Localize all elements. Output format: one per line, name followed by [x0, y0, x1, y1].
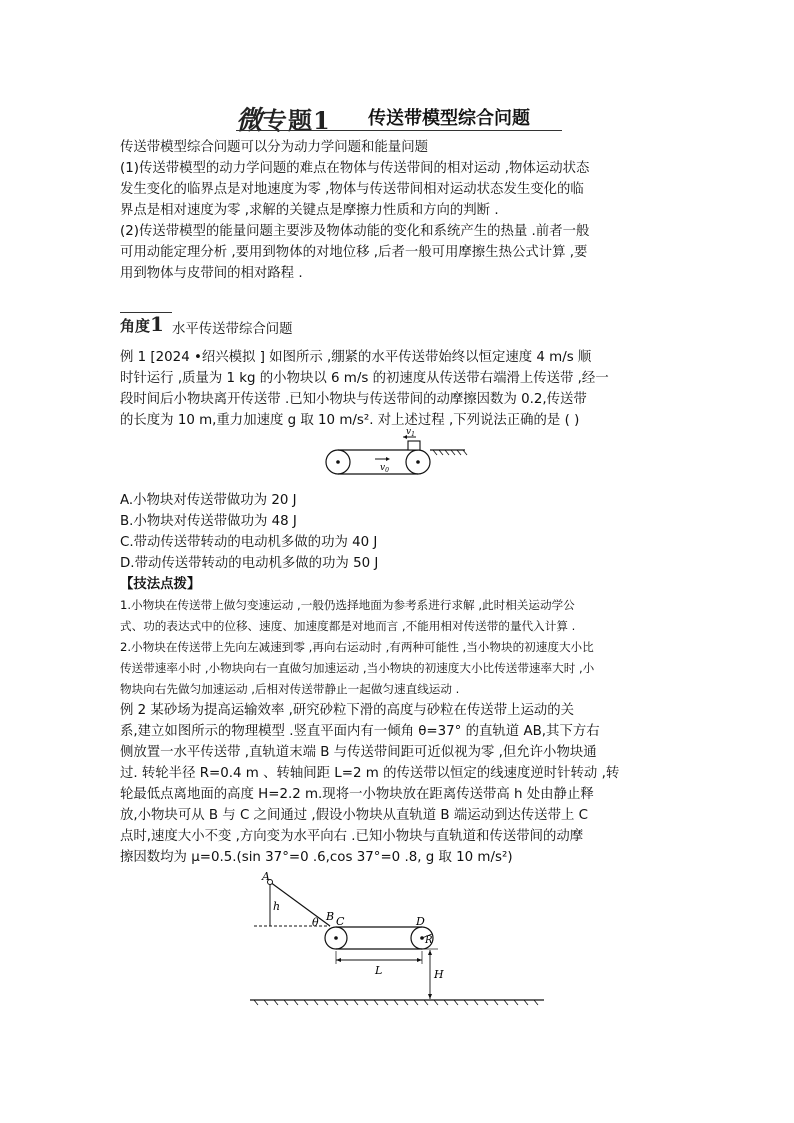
- label-r: R: [425, 935, 433, 946]
- example2-line: 点时,速度大小不变 ,方向变为水平向右 .已知小物块与直轨道和传送带间的动摩: [120, 829, 584, 844]
- example2-line: 过. 转轮半径 R=0.4 m 、转轴间距 L=2 m 的传送带以恒定的线速度逆时针转动 ,转: [120, 766, 620, 781]
- left-pulley: [326, 450, 350, 474]
- example1-line: 例 1 [2024 •绍兴模拟 ] 如图所示 ,绷紧的水平传送带始终以恒定速度 4 m/s 顺: [120, 350, 592, 365]
- tips-section: [120, 574, 680, 700]
- example1-line: 时针运行 ,质量为 1 kg 的小物块以 6 m/s 的初速度从传送带右端滑上传送带 ,经一: [120, 371, 609, 386]
- page-title: 传送带模型综合问题: [368, 108, 530, 129]
- badge-text: 专题1: [263, 106, 331, 135]
- left-pulley-2: [325, 927, 347, 949]
- intro-line: (2)传送带模型的能量问题主要涉及物体动能的变化和系统产生的热量 .前者一般: [120, 224, 590, 239]
- ground-hatch: [433, 450, 467, 455]
- tips-heading: 【技法点拨】: [120, 577, 201, 592]
- example1-line: 的长度为 10 m,重力加速度 g 取 10 m/s². 对上述过程 ,下列说法正确的是 ( ): [120, 413, 580, 428]
- right-pulley: [406, 450, 430, 474]
- topic-badge: [236, 100, 331, 137]
- intro-line: 传送带模型综合问题可以分为动力学问题和能量问题: [120, 140, 428, 155]
- label-c: C: [336, 915, 345, 928]
- example1-options: [120, 490, 680, 574]
- intro-section: [120, 137, 680, 284]
- ground-2-hatch: [254, 1000, 538, 1005]
- example1-text: [120, 347, 680, 431]
- angle-heading: [120, 312, 520, 336]
- intro-line: 发生变化的临界点是对地速度为零 ,物体与传送带间相对运动状态发生变化的临: [120, 182, 584, 197]
- example2-text: [120, 700, 680, 868]
- example2-line: 轮最低点离地面的高度 H=2.2 m.现将一小物块放在距离传送带高 h 处由静止释: [120, 787, 594, 802]
- v1-label: $v_1$: [406, 428, 415, 438]
- example2-line: 侧放置一水平传送带 ,直轨道末端 B 与传送带间距可近似视为零 ,但允许小物块通: [120, 745, 597, 760]
- label-l: L: [375, 964, 383, 977]
- example2-line: 放,小物块可从 B 与 C 之间通过 ,假设小物块从直轨道 B 端运动到达传送带上 C: [120, 808, 588, 823]
- tips-line: 式、功的表达式中的位移、速度、加速度都是对地而言 ,不能用相对传送带的量代入计算 .: [120, 619, 576, 633]
- intro-line: 界点是相对速度为零 ,求解的关键点是摩擦力性质和方向的判断 .: [120, 203, 499, 218]
- example2-line: 系,建立如图所示的物理模型 .竖直平面内有一倾角 θ=37° 的直轨道 AB,其下方右: [120, 724, 600, 739]
- angle-badge: [120, 312, 164, 336]
- label-a: A: [262, 870, 270, 883]
- option-c[interactable]: C.带动传送带转动的电动机多做的功为 40 J: [120, 535, 378, 550]
- label-h: h: [273, 900, 281, 913]
- angle-badge-text: 角度: [120, 317, 151, 335]
- angle-title: 水平传送带综合问题: [172, 322, 293, 337]
- label-big-h: H: [434, 968, 444, 981]
- v0-label: $v_0$: [380, 463, 389, 474]
- badge-prefix: 微: [236, 106, 264, 136]
- example2-line: 例 2 某砂场为提高运输效率 ,研究砂粒下滑的高度与砂粒在传送带上运动的关: [120, 703, 575, 718]
- example2-line: 擦因数均为 μ=0.5.(sin 37°=0 .6,cos 37°=0 .8, g 取 10 m/s²): [120, 850, 513, 865]
- label-d: D: [416, 915, 425, 928]
- tips-line: 物块向右先做匀加速运动 ,后相对传送带静止一起做匀速直线运动 .: [120, 682, 460, 696]
- example1-line: 段时间后小物块离开传送带 .已知小物块与传送带间的动摩擦因数为 0.2,传送带: [120, 392, 587, 407]
- v0-arrowhead: [386, 457, 390, 461]
- option-d[interactable]: D.带动传送带转动的电动机多做的功为 50 J: [120, 556, 379, 571]
- label-b: B: [326, 910, 335, 923]
- option-a[interactable]: A.小物块对传送带做功为 20 J: [120, 493, 297, 508]
- intro-line: 用到物体与皮带间的相对路程 .: [120, 266, 303, 281]
- title-underline: [236, 130, 562, 131]
- intro-line: (1)传送带模型的动力学问题的难点在物体与传送带间的相对运动 ,物体运动状态: [120, 161, 590, 176]
- belt-figure-1: [320, 428, 480, 488]
- tips-line: 1.小物块在传送带上做匀变速运动 ,一般仍选择地面为参考系进行求解 ,此时相关运动学公: [120, 598, 575, 612]
- intro-line: 可用动能定理分析 ,要用到物体的对地位移 ,后者一般可用摩擦生热公式计算 ,要: [120, 245, 588, 260]
- incline-belt-figure: [248, 868, 548, 1010]
- tips-line: 2.小物块在传送带上先向左减速到零 ,再向右运动时 ,有两种可能性 ,当小物块的初速度大小比: [120, 640, 594, 654]
- label-theta: θ: [312, 916, 319, 929]
- angle-badge-number: 1: [150, 312, 164, 336]
- option-b[interactable]: B.小物块对传送带做功为 48 J: [120, 514, 297, 529]
- tips-line: 传送带速率小时 ,小物块向右一直做匀加速运动 ,当小物块的初速度大小比传送带速率大时 ,小: [120, 661, 595, 675]
- small-block: [408, 441, 420, 450]
- topic-header: [236, 100, 566, 134]
